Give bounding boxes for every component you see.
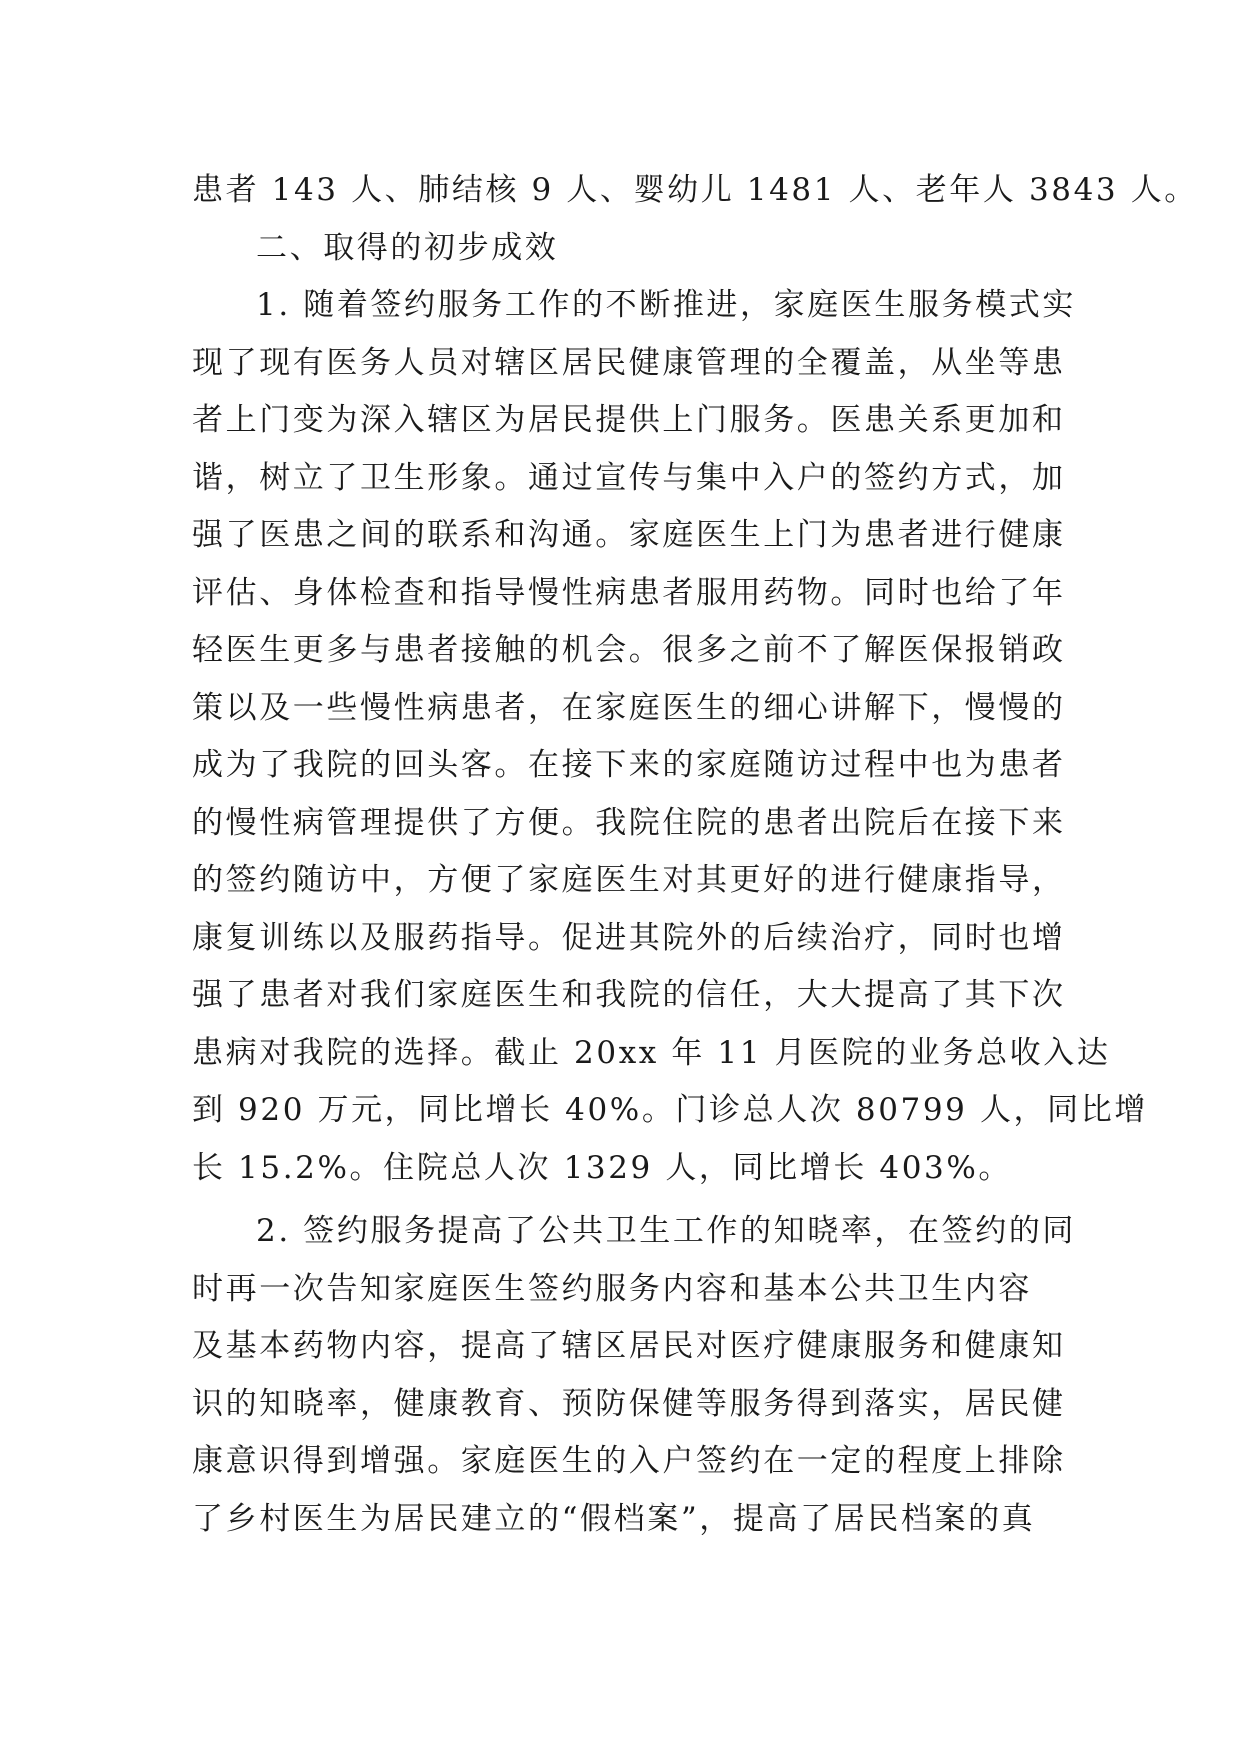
- paragraph-line: 策以及一些慢性病患者，在家庭医生的细心讲解下，慢慢的: [192, 689, 1066, 726]
- paragraph-line: 长 15.2%。住院总人次 1329 人，同比增长 403%。: [192, 1149, 1013, 1186]
- body-text-top: [192, 162, 1198, 1197]
- paragraph-line: 患病对我院的选择。截止 20xx 年 11 月医院的业务总收入达: [192, 1034, 1111, 1071]
- body-text-bottom: [192, 1203, 1077, 1548]
- paragraph-line: 轻医生更多与患者接触的机会。很多之前不了解医保报销政: [192, 632, 1066, 668]
- paragraph-line: 现了现有医务人员对辖区居民健康管理的全覆盖，从坐等患: [192, 344, 1066, 381]
- paragraph-line: 识的知晓率，健康教育、预防保健等服务得到落实，居民健: [192, 1385, 1066, 1422]
- paragraph-line: 患者 143 人、肺结核 9 人、婴幼儿 1481 人、老年人 3843 人。: [192, 172, 1198, 208]
- paragraph-line: 的慢性病管理提供了方便。我院住院的患者出院后在接下来: [192, 804, 1066, 841]
- paragraph-line: 到 920 万元，同比增长 40%。门诊总人次 80799 人，同比增: [192, 1092, 1148, 1128]
- paragraph-line: 1. 随着签约服务工作的不断推进，家庭医生服务模式实: [256, 287, 1077, 323]
- paragraph-line: 了乡村医生为居民建立的“假档案”，提高了居民档案的真: [192, 1500, 1036, 1537]
- paragraph-line: 强了患者对我们家庭医生和我院的信任，大大提高了其下次: [192, 977, 1066, 1013]
- paragraph-line: 时再一次告知家庭医生签约服务内容和基本公共卫生内容: [192, 1270, 1032, 1307]
- paragraph-line: 康意识得到增强。家庭医生的入户签约在一定的程度上排除: [192, 1443, 1066, 1479]
- paragraph-line: 强了医患之间的联系和沟通。家庭医生上门为患者进行健康: [192, 517, 1066, 553]
- paragraph-line: 及基本药物内容，提高了辖区居民对医疗健康服务和健康知: [192, 1328, 1066, 1364]
- paragraph-line: 谐，树立了卫生形象。通过宣传与集中入户的签约方式，加: [192, 459, 1066, 496]
- paragraph-line: 康复训练以及服药指导。促进其院外的后续治疗，同时也增: [192, 919, 1066, 956]
- paragraph-line: 评估、身体检查和指导慢性病患者服用药物。同时也给了年: [192, 574, 1066, 611]
- paragraph-line: 成为了我院的回头客。在接下来的家庭随访过程中也为患者: [192, 747, 1066, 783]
- paragraph-line: 2. 签约服务提高了公共卫生工作的知晓率，在签约的同: [256, 1213, 1077, 1249]
- section-heading: 二、取得的初步成效: [256, 229, 559, 266]
- paragraph-line: 的签约随访中，方便了家庭医生对其更好的进行健康指导，: [192, 862, 1066, 898]
- paragraph-line: 者上门变为深入辖区为居民提供上门服务。医患关系更加和: [192, 402, 1066, 438]
